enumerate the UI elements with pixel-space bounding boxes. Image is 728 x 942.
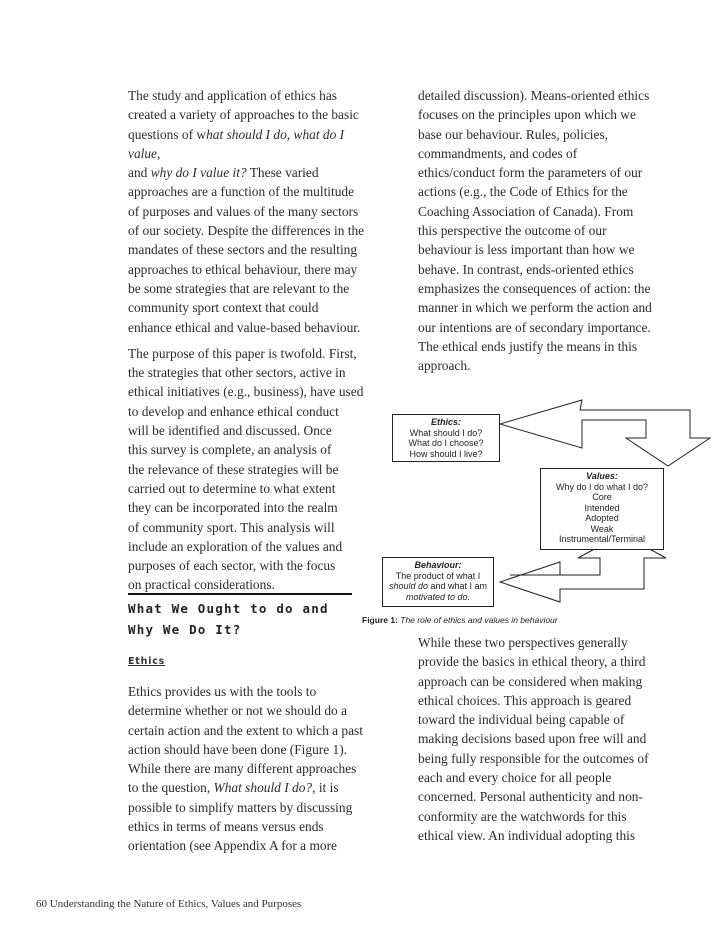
- text-line: The purpose of this paper is twofold. First,: [128, 345, 357, 361]
- caption-label: Figure 1:: [362, 615, 398, 625]
- behaviour-box-line: The product of what I: [395, 570, 481, 581]
- ethics-box-line: What do I choose?: [408, 438, 484, 448]
- question-why-do-i-value-it: why do I value it?: [150, 165, 247, 181]
- text-fragment: ,: [286, 126, 294, 142]
- text-line: questions of w: [128, 126, 207, 142]
- ethics-box-line: What should I do?: [409, 427, 483, 438]
- behaviour-box-line: motivated to do.: [405, 591, 471, 602]
- text-line: certain action and the extent to which a past: [128, 722, 363, 738]
- values-box-line: Weak: [590, 523, 614, 534]
- text-line: the relevance of these strategies will be: [128, 461, 339, 477]
- text-line: approach.: [418, 358, 471, 374]
- text-line: enhance ethical and value-based behaviour.: [128, 319, 361, 335]
- text-fragment: and what I am: [428, 581, 488, 591]
- page-footer: 60 Understanding the Nature of Ethics, Values and Purposes: [36, 898, 302, 910]
- behaviour-box: [382, 557, 494, 607]
- figure-caption: [362, 615, 558, 625]
- question-what-should-i-do: hat should I do: [206, 126, 287, 142]
- text-line: be some strategies that are relevant to the: [128, 280, 350, 296]
- text-line: include an exploration of the values and: [128, 538, 343, 554]
- text-line: ethical choices. This approach is geared: [418, 692, 632, 708]
- text-line: The ethical ends justify the means in this: [418, 338, 638, 354]
- text-line: of purposes and values of the many sectors: [128, 203, 359, 219]
- emphasis: should do: [388, 581, 428, 591]
- values-box-title: Values:: [586, 471, 618, 481]
- text-line: and: [128, 165, 151, 181]
- text-fragment: , it is: [312, 780, 339, 796]
- text-line: action should have been done (Figure 1).: [128, 741, 348, 757]
- text-line: orientation (see Appendix A for a more: [128, 838, 337, 854]
- text-line: ethics in terms of means versus ends: [128, 819, 324, 835]
- text-line: the strategies that other sectors, active in: [128, 365, 346, 381]
- text-line: created a variety of approaches to the basic: [128, 107, 359, 123]
- text-line: Ethics provides us with the tools to: [128, 684, 317, 699]
- text-line: approaches to ethical behaviour, there may: [128, 261, 358, 277]
- text-line: they can be incorporated into the realm: [128, 500, 338, 516]
- text-line: this perspective the outcome of our: [418, 223, 607, 239]
- behaviour-box-line: [383, 581, 493, 592]
- values-box-line: Why do I do what I do?: [555, 481, 649, 492]
- ethics-subheading: Ethics: [128, 656, 166, 667]
- ethics-to-values-arrow: [500, 400, 710, 466]
- ethics-box-line: How should I live?: [409, 448, 483, 459]
- ethics-box-title: Ethics:: [430, 417, 461, 427]
- text-line: approach can be considered when making: [418, 673, 643, 689]
- section-heading-line: What We Ought to do and: [128, 601, 329, 616]
- question-what-do-i-value: what do I value: [128, 126, 345, 161]
- text-line: base our behaviour. Rules, policies,: [418, 126, 609, 142]
- text-line: behave. In contrast, ends-oriented ethics: [418, 261, 634, 277]
- text-line: being fully responsible for the outcomes of: [418, 750, 649, 766]
- text-line: conformity are the watchwords for this: [418, 808, 627, 824]
- text-line: approaches are a function of the multitude: [128, 184, 355, 200]
- text-line: possible to simplify matters by discussing: [128, 799, 353, 815]
- text-line: concerned. Personal authenticity and non-: [418, 789, 643, 805]
- text-fragment: These varied: [246, 165, 319, 181]
- text-line: purposes of each sector, with the focus: [128, 558, 336, 574]
- text-line: toward the individual being capable of: [418, 712, 625, 728]
- text-line: manner in which we perform the action and: [418, 300, 652, 316]
- text-line: this survey is complete, an analysis of: [128, 442, 332, 458]
- right-column-lower: [418, 633, 664, 845]
- text-line: to develop and enhance ethical conduct: [128, 403, 339, 419]
- text-line: making decisions based upon free will and: [418, 731, 647, 747]
- text-line: focuses on the principles upon which we: [418, 107, 636, 123]
- text-line: our intentions are of secondary importance.: [418, 319, 651, 335]
- values-box-line: Adopted: [585, 513, 619, 523]
- text-line: While these two perspectives generally: [418, 635, 628, 650]
- values-box-line: Core: [592, 492, 612, 502]
- question-what-should-i-do: What should I do?: [213, 780, 313, 796]
- text-line: on practical considerations.: [128, 577, 275, 593]
- text-line: Coaching Association of Canada). From: [418, 203, 634, 219]
- text-line: ethical initiatives (e.g., business), have used: [128, 384, 364, 400]
- text-line: detailed discussion). Means-oriented ethics: [418, 88, 650, 103]
- text-line: ethics/conduct form the parameters of our: [418, 165, 643, 181]
- text-line: will be identified and discussed. Once: [128, 423, 332, 439]
- ethics-box: [392, 414, 500, 462]
- text-line: emphasizes the consequences of action: the: [418, 280, 651, 296]
- text-line: community sport context that could: [128, 300, 319, 316]
- text-line: of community sport. This analysis will: [128, 519, 335, 535]
- values-box-line: Instrumental/Terminal: [558, 534, 646, 544]
- text-line: provide the basics in ethical theory, a third: [418, 654, 646, 670]
- text-line: commandments, and codes of: [418, 145, 578, 161]
- text-line: ethical view. An individual adopting this: [418, 827, 636, 843]
- text-line: carried out to determine to what extent: [128, 480, 336, 496]
- values-box: [540, 468, 664, 550]
- text-line: The study and application of ethics has: [128, 88, 337, 103]
- text-fragment: ,: [157, 145, 161, 161]
- text-line: each and every choice for all people: [418, 770, 612, 786]
- text-line: of our society. Despite the differences in the: [128, 223, 365, 239]
- section-heading-line: Why We Do It?: [128, 622, 242, 637]
- text-line: actions (e.g., the Code of Ethics for the: [418, 184, 628, 200]
- text-line: determine whether or not we should do a: [128, 703, 348, 719]
- values-box-line: Intended: [584, 502, 620, 513]
- text-line: While there are many different approaches: [128, 761, 357, 777]
- behaviour-box-title: Behaviour:: [414, 560, 462, 570]
- text-line: mandates of these sectors and the resulting: [128, 242, 358, 258]
- caption-text: The role of ethics and values in behaviour: [397, 615, 558, 625]
- text-line: behaviour is less important than how we: [418, 242, 635, 258]
- text-fragment: to the question,: [128, 780, 214, 796]
